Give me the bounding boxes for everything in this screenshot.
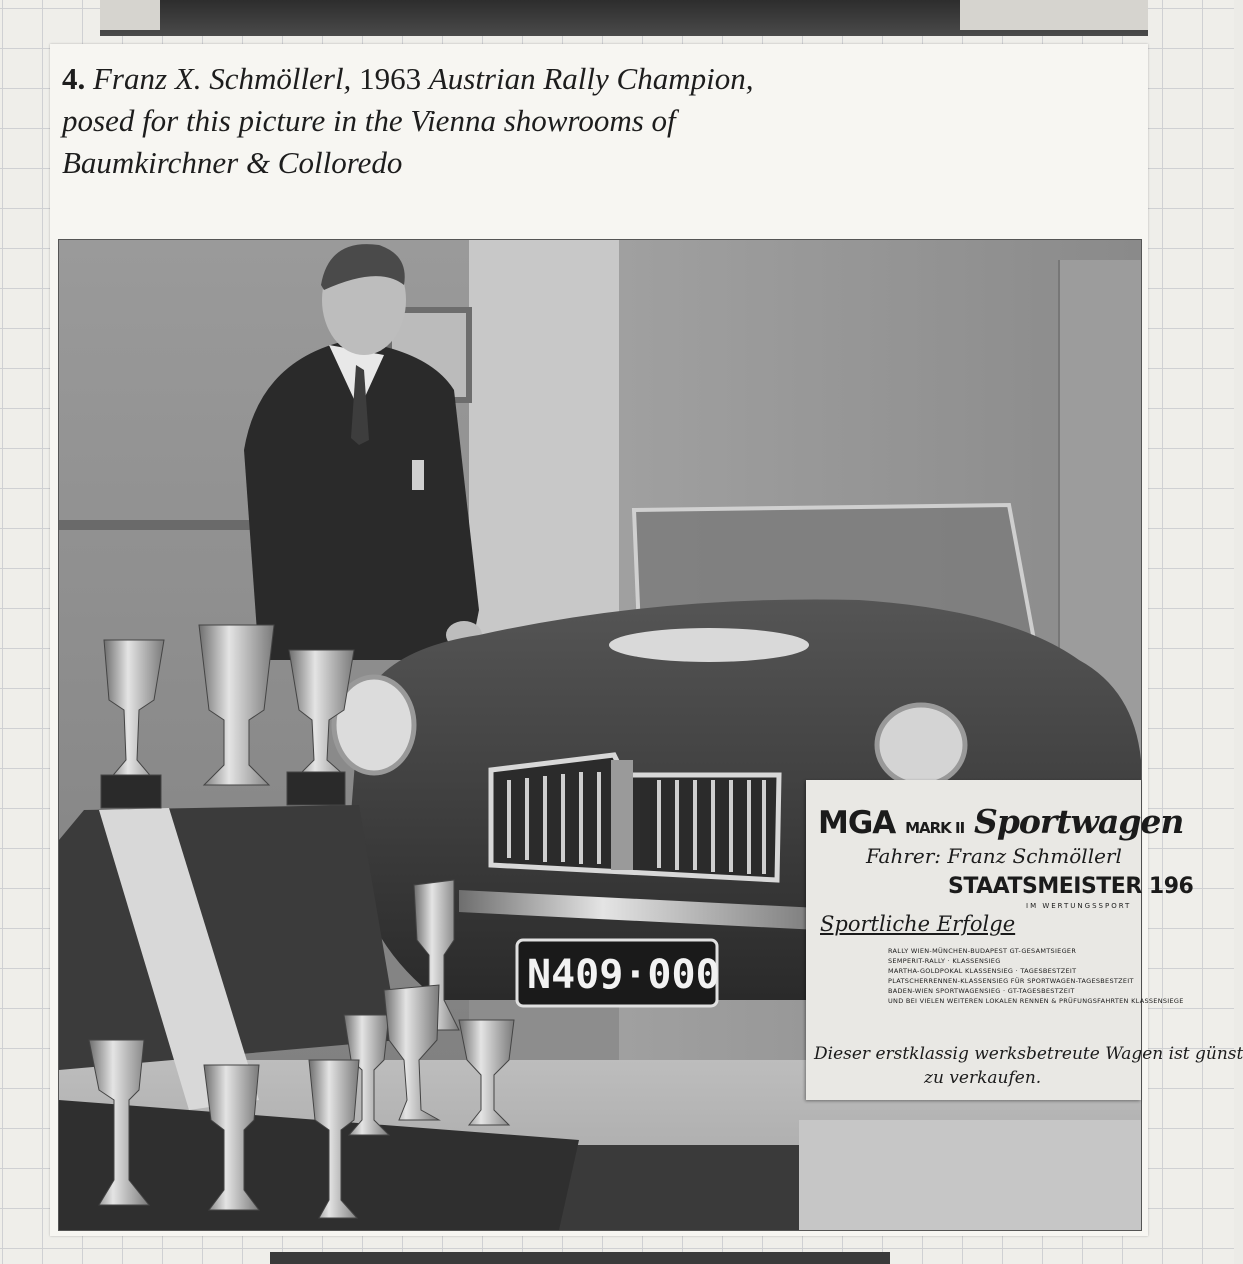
sign-achievement: SEMPERIT-RALLY · KLASSENSIEG — [888, 957, 1001, 965]
sign-achievement: RALLY WIEN-MÜNCHEN-BUDAPEST GT-GESAMTSIEGER — [888, 947, 1077, 955]
clipping — [50, 44, 1243, 1236]
sign-achievements — [888, 946, 1184, 1006]
sign-achievement: UND BEI VIELEN WEITEREN LOKALEN RENNEN & PRÜFUNGSFAHRTEN KLASSENSIEGE — [888, 997, 1184, 1005]
sign-achievement: BADEN-WIEN SPORTWAGENSIEG · GT-TAGESBESTZEIT — [888, 987, 1075, 995]
sign-achievement: MARTHA-GOLDPOKAL KLASSENSIEG · TAGESBESTZEIT — [888, 967, 1077, 975]
sign-type: Sportwagen — [973, 802, 1184, 841]
showroom-photo — [58, 239, 1243, 1231]
caption-title: Austrian Rally Champion, — [428, 61, 754, 96]
sign-model: MGA — [818, 805, 896, 841]
sign-subtitle: IM WERTUNGSSPORT — [1026, 902, 1132, 910]
license-plate: N409·000 — [527, 952, 720, 998]
adjacent-photo-strip-bottom — [270, 1252, 890, 1264]
caption-line-3: Baumkirchner & Colloredo — [62, 145, 403, 180]
caption-number: 4. — [62, 61, 86, 96]
caption — [62, 58, 1082, 184]
adjacent-photo-strip-top — [100, 0, 1148, 36]
sign-footer — [814, 1042, 1243, 1090]
sign-mark: MARK II — [905, 819, 965, 837]
sign-footer-line-1: Dieser erstklassig werksbetreute Wagen ist günst — [814, 1044, 1243, 1064]
caption-name: Franz X. Schmöllerl, — [93, 61, 352, 96]
caption-line-2: posed for this picture in the Vienna showrooms of — [62, 103, 676, 138]
sale-sign — [806, 780, 1243, 1100]
sign-driver: Fahrer: Franz Schmöllerl — [866, 844, 1122, 868]
sign-achievement: PLATSCHERRENNEN-KLASSENSIEG FÜR SPORTWAGEN-TAGESBESTZEIT — [888, 977, 1134, 985]
sign-heading: Sportliche Erfolge — [820, 912, 1016, 936]
sign-headline — [818, 802, 1183, 841]
sign-footer-line-2: zu verkaufen. — [924, 1068, 1042, 1088]
caption-year: 1963 — [359, 61, 422, 96]
sign-title: STAATSMEISTER 196 — [948, 874, 1194, 899]
